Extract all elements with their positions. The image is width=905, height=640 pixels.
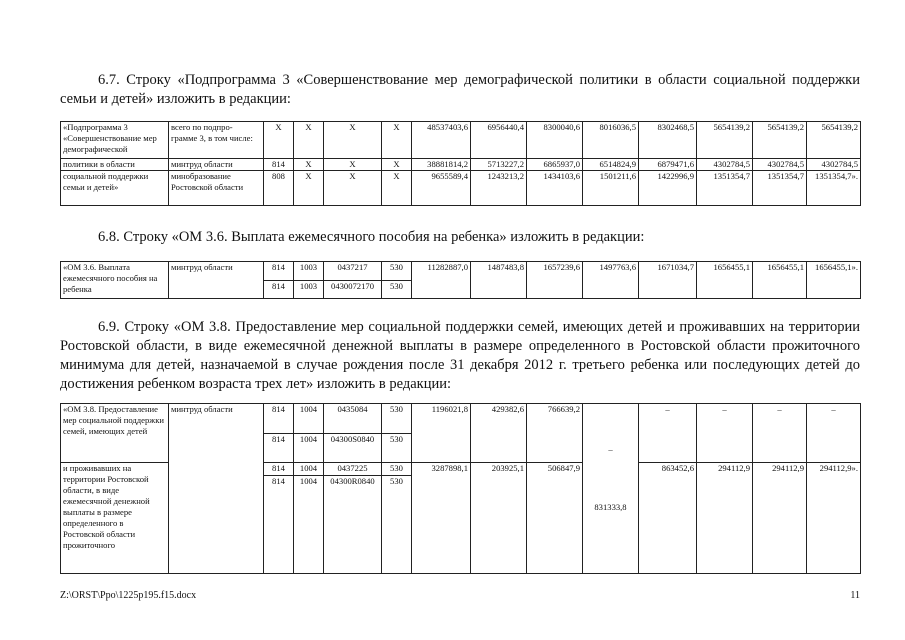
value-cell: 863452,6 bbox=[639, 463, 697, 574]
value-text: 831333,8 bbox=[594, 502, 627, 512]
value-cell: 11282887,0 bbox=[412, 262, 471, 299]
rzpr-cell: 1003 bbox=[294, 262, 324, 281]
value-cell: 48537403,6 bbox=[412, 122, 471, 159]
table-row bbox=[61, 404, 861, 434]
value-cell: 294112,9». bbox=[807, 463, 861, 574]
value-cell: – bbox=[697, 404, 753, 463]
row-name: и проживавших на территории Ростовской области, в виде ежемесячной денежной выплаты в размере определенного в Ростовской области прожиточного bbox=[61, 463, 169, 574]
page-number: 11 bbox=[850, 590, 860, 601]
grbs-cell: 814 bbox=[264, 262, 294, 281]
vr-cell: 530 bbox=[382, 476, 412, 574]
grbs-cell: 814 bbox=[264, 404, 294, 434]
row-executor: минтруд области bbox=[169, 262, 264, 299]
value-cell: 8016036,5 bbox=[583, 122, 639, 159]
value-cell: 4302784,5 bbox=[697, 159, 753, 171]
grbs-cell: 814 bbox=[264, 159, 294, 171]
row-executor: минобразование Ростовской области bbox=[169, 171, 264, 206]
csr-cell: 0430072170 bbox=[324, 280, 382, 299]
value-cell: – bbox=[807, 404, 861, 463]
value-cell: 1351354,7». bbox=[807, 171, 861, 206]
grbs-cell: 808 bbox=[264, 171, 294, 206]
vr-cell: X bbox=[382, 159, 412, 171]
value-cell: 5654139,2 bbox=[807, 122, 861, 159]
row-name: социальной поддержки семьи и детей» bbox=[61, 171, 169, 206]
vr-cell: X bbox=[382, 122, 412, 159]
value-cell: 766639,2 bbox=[527, 404, 583, 463]
grbs-cell: 814 bbox=[264, 280, 294, 299]
value-cell: 1196021,8 bbox=[412, 404, 471, 463]
rzpr-cell: 1004 bbox=[294, 404, 324, 434]
value-cell: 1487483,8 bbox=[471, 262, 527, 299]
value-cell: 1656455,1». bbox=[807, 262, 861, 299]
csr-cell: 0437225 bbox=[324, 463, 382, 476]
section-6-8-text: 6.8. Строку «ОМ 3.6. Выплата ежемесячного пособия на ребенка» изложить в редакции: bbox=[98, 229, 645, 245]
csr-cell: 0437217 bbox=[324, 262, 382, 281]
row-name: «Подпрограмма 3 «Совершенствование мер демографической bbox=[61, 122, 169, 159]
vr-cell: 530 bbox=[382, 280, 412, 299]
value-cell: 1501211,6 bbox=[583, 171, 639, 206]
value-cell: 1656455,1 bbox=[753, 262, 807, 299]
rzpr-cell: X bbox=[294, 122, 324, 159]
value-cell: 38881814,2 bbox=[412, 159, 471, 171]
value-cell: 3287898,1 bbox=[412, 463, 471, 574]
dash-mark: – bbox=[608, 444, 613, 454]
value-cell: 1434103,6 bbox=[527, 171, 583, 206]
vr-cell: 530 bbox=[382, 262, 412, 281]
value-cell: 294112,9 bbox=[753, 463, 807, 574]
rzpr-cell: 1004 bbox=[294, 463, 324, 476]
value-cell: 6956440,4 bbox=[471, 122, 527, 159]
value-cell: 6879471,6 bbox=[639, 159, 697, 171]
value-cell: 8300040,6 bbox=[527, 122, 583, 159]
table-row bbox=[61, 159, 861, 171]
row-name: политики в области bbox=[61, 159, 169, 171]
vr-cell: X bbox=[382, 171, 412, 206]
value-cell: 5654139,2 bbox=[697, 122, 753, 159]
csr-cell: 0435084 bbox=[324, 404, 382, 434]
section-6-9-text: 6.9. Строку «ОМ 3.8. Предоставление мер социальной поддержки семей, имеющих детей и проживавших на территории Ростовской области, в виде ежемесячной денежной выплаты в размере определенного в Ростовской области прожиточного минимума для детей, назначаемой в случае рождения после 31 декабря 2012 г. третьего ребенка или последующих детей до достижения ребенком возраста трех лет» изложить в редакции: bbox=[60, 319, 860, 392]
rzpr-cell: 1004 bbox=[294, 476, 324, 574]
value-cell: 1422996,9 bbox=[639, 171, 697, 206]
value-cell: 1351354,7 bbox=[753, 171, 807, 206]
vr-cell: 530 bbox=[382, 433, 412, 463]
grbs-cell: 814 bbox=[264, 463, 294, 476]
csr-cell: X bbox=[324, 122, 382, 159]
value-cell: 429382,6 bbox=[471, 404, 527, 463]
grbs-cell: 814 bbox=[264, 476, 294, 574]
value-cell: – bbox=[753, 404, 807, 463]
value-cell: 9655589,4 bbox=[412, 171, 471, 206]
value-cell: 8302468,5 bbox=[639, 122, 697, 159]
value-cell: 6514824,9 bbox=[583, 159, 639, 171]
value-cell: 5654139,2 bbox=[753, 122, 807, 159]
table-row bbox=[61, 122, 861, 159]
table-row bbox=[61, 262, 861, 281]
csr-cell: 04300R0840 bbox=[324, 476, 382, 574]
subprogram-3-table bbox=[60, 121, 861, 206]
value-cell: 1656455,1 bbox=[697, 262, 753, 299]
om-3-8-table bbox=[60, 403, 861, 574]
value-cell: 1657239,6 bbox=[527, 262, 583, 299]
value-cell: 4302784,5 bbox=[753, 159, 807, 171]
value-cell: 4302784,5 bbox=[807, 159, 861, 171]
value-cell: – bbox=[639, 404, 697, 463]
rzpr-cell: X bbox=[294, 171, 324, 206]
page-footer bbox=[60, 590, 860, 601]
rzpr-cell: 1004 bbox=[294, 433, 324, 463]
section-6-7-text: 6.7. Строку «Подпрограмма 3 «Совершенствование мер демографической политики в области социальной поддержки семьи и детей» изложить в редакции: bbox=[60, 72, 860, 107]
value-cell: 6865937,0 bbox=[527, 159, 583, 171]
value-cell: 1243213,2 bbox=[471, 171, 527, 206]
value-cell: 506847,9 bbox=[527, 463, 583, 574]
table-row bbox=[61, 171, 861, 206]
row-name: «ОМ 3.6. Выплата ежемесячного пособия на ребенка bbox=[61, 262, 169, 299]
row-executor: всего по подпро- грамме 3, в том числе: bbox=[169, 122, 264, 159]
vr-cell: 530 bbox=[382, 404, 412, 434]
row-executor: минтруд области bbox=[169, 159, 264, 171]
csr-cell: 04300S0840 bbox=[324, 433, 382, 463]
row-executor: минтруд области bbox=[169, 404, 264, 574]
rzpr-cell: X bbox=[294, 159, 324, 171]
value-cell: 5713227,2 bbox=[471, 159, 527, 171]
csr-cell: X bbox=[324, 171, 382, 206]
value-cell: 294112,9 bbox=[697, 463, 753, 574]
grbs-cell: 814 bbox=[264, 433, 294, 463]
value-cell: 1351354,7 bbox=[697, 171, 753, 206]
value-cell: 1497763,6 bbox=[583, 262, 639, 299]
vr-cell: 530 bbox=[382, 463, 412, 476]
grbs-cell: X bbox=[264, 122, 294, 159]
value-cell: 203925,1 bbox=[471, 463, 527, 574]
row-name: «ОМ 3.8. Предоставление мер социальной поддержки семей, имеющих детей bbox=[61, 404, 169, 463]
value-cell bbox=[583, 404, 639, 574]
csr-cell: X bbox=[324, 159, 382, 171]
file-path: Z:\ORST\Ppo\1225p195.f15.docx bbox=[60, 590, 197, 601]
om-3-6-table bbox=[60, 261, 861, 299]
value-cell: 1671034,7 bbox=[639, 262, 697, 299]
rzpr-cell: 1003 bbox=[294, 280, 324, 299]
